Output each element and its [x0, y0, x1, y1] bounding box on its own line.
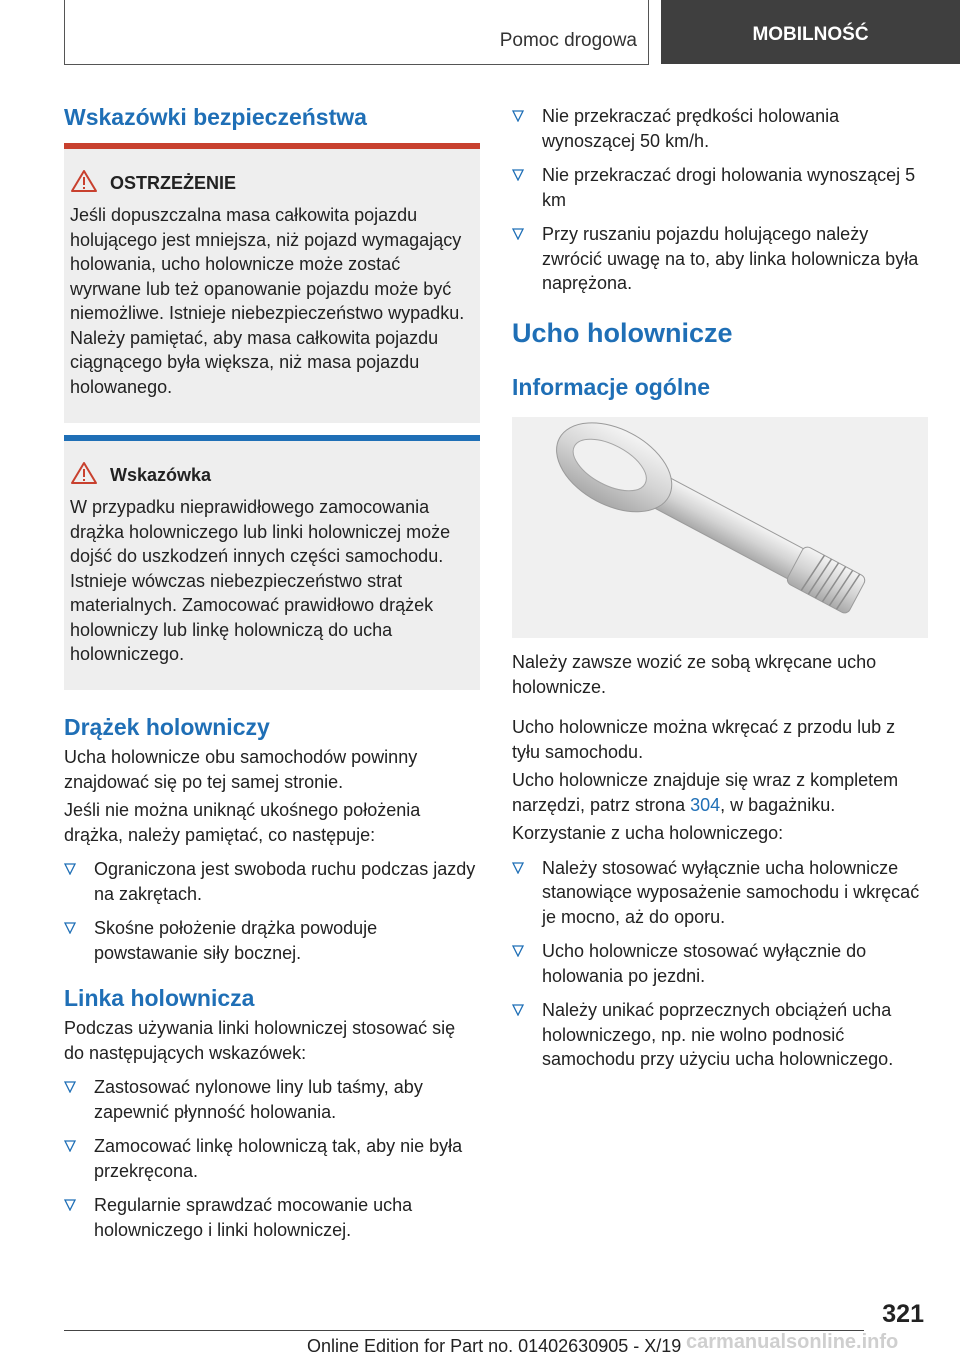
list-item: [64, 916, 480, 965]
tow-eye-section: [512, 650, 928, 1072]
towing-limits-list: [512, 104, 928, 296]
right-top-section: [512, 104, 928, 296]
bar-paragraph-1: Ucha holownicze obu samochodów powinny znajdować się po tej samej stronie.: [64, 747, 418, 792]
list-item: [64, 1134, 480, 1183]
bar-paragraph-2: Jeśli nie można uniknąć ukośnego położenia drążka, należy pamiętać, co następuje:: [64, 800, 421, 845]
header-section-title: Pomoc drogowa: [499, 30, 637, 51]
page-number: 321: [882, 1300, 924, 1328]
note-title: Wskazówka: [110, 465, 212, 485]
page-reference-link[interactable]: 304: [690, 794, 721, 815]
tow-eye-illustration: [512, 417, 928, 638]
list-item-text: Ucho holownicze stosować wyłącznie do holowania po jezdni.: [542, 941, 867, 986]
list-item-text: Ograniczona jest swoboda ruchu podczas jazdy na zakrętach.: [94, 859, 476, 904]
tow-eye-paragraph-2: Ucho holownicze można wkręcać z przodu lub z tyłu samochodu.: [512, 717, 896, 762]
tow-eye-paragraph-4: Korzystanie z ucha holowniczego:: [512, 823, 784, 843]
list-item: [512, 104, 928, 153]
list-item-text: Nie przekraczać drogi holowania wynoszącej 5 km: [542, 165, 916, 210]
safety-heading: Wskazówki bezpieczeństwa: [64, 104, 367, 130]
list-item: [512, 222, 928, 296]
header-rule-left: [64, 0, 65, 64]
note-triangle-icon: [70, 461, 98, 485]
warning-bar: [64, 143, 480, 149]
list-item-text: Zastosować nylonowe liny lub taśmy, aby zapewnić płynność holowania.: [94, 1077, 423, 1122]
bullet-triangle-icon: [64, 1081, 76, 1093]
bar-section: [64, 714, 480, 1242]
list-item: [64, 1193, 480, 1242]
paragraph-text: Ucho holownicze znajduje się wraz z kompletem narzędzi, patrz strona: [512, 770, 899, 815]
warning-triangle-icon: [70, 169, 98, 193]
bullet-triangle-icon: [512, 110, 524, 122]
list-item: [512, 163, 928, 212]
note-bar: [64, 435, 480, 441]
header-chapter-tab: MOBILNOŚĆ: [661, 0, 960, 64]
warning-text: Jeśli dopuszczalna masa całkowita pojazdu holującego jest mniejsza, niż pojazd wymagający holowania, ucho holownicze może zostać wyrwane lub też opanowanie pojazdu może być niemożliwe. Istnieje niebezpieczeństwo wypadku. Należy pamiętać, aby masa całkowita pojazdu ciągnącego była większa, niż masa pojazdu holowanego.: [70, 205, 465, 397]
bullet-triangle-icon: [64, 1140, 76, 1152]
note-text: W przypadku nieprawidłowego zamocowania drążka holowniczego lub linki holowniczej może dojść do uszkodzeń innych części samochodu. Istnieje wówczas niebezpieczeństwo strat materialnych. Zamocować prawidłowo drążek holowniczy lub linkę holowniczą do ucha holowniczego.: [70, 497, 451, 664]
bullet-triangle-icon: [64, 922, 76, 934]
paragraph-text: , w bagażniku.: [720, 794, 836, 815]
rope-heading: Linka holownicza: [64, 985, 255, 1011]
bullet-triangle-icon: [64, 863, 76, 875]
list-item: [512, 939, 928, 988]
bullet-triangle-icon: [512, 945, 524, 957]
list-item-text: Należy unikać poprzecznych obciążeń ucha holowniczego, np. nie wolno podnosić samochodu przy użyciu ucha holowniczego.: [542, 1000, 894, 1069]
list-item-text: Należy stosować wyłącznie ucha holownicze stanowiące wyposażenie samochodu i wkręcać je mocno, aż do oporu.: [542, 857, 920, 927]
bullet-triangle-icon: [64, 1199, 76, 1211]
rope-list: [64, 1075, 480, 1242]
tow-eye-paragraph-1: Należy zawsze wozić ze sobą wkręcane ucho holownicze.: [512, 652, 877, 697]
warning-box: [64, 143, 480, 423]
bullet-triangle-icon: [512, 169, 524, 181]
rope-paragraph-1: Podczas używania linki holowniczej stosować się do następujących wskazówek:: [64, 1018, 456, 1063]
bar-list: [64, 857, 480, 965]
tow-eye-paragraph-3: [512, 768, 928, 817]
list-item: [512, 856, 928, 930]
bar-heading: Drążek holowniczy: [64, 714, 270, 740]
warning-title: OSTRZEŻENIE: [110, 173, 237, 193]
edition-text: Online Edition for Part no. 01402630905 - X/19: [307, 1336, 682, 1356]
list-item: [64, 1075, 480, 1124]
list-item-text: Przy ruszaniu pojazdu holującego należy zwrócić uwagę na to, aby linka holownicza była naprężona.: [542, 224, 919, 293]
bullet-triangle-icon: [512, 862, 524, 874]
note-box: [64, 435, 480, 690]
list-item-text: Zamocować linkę holowniczą tak, aby nie była przekręcona.: [94, 1136, 463, 1181]
header-rule-mid: [648, 0, 649, 64]
watermark: carmanualsonline.info: [686, 1331, 899, 1353]
header-rule-bottom: [64, 64, 649, 65]
general-info-heading: Informacje ogólne: [512, 374, 711, 400]
list-item: [64, 857, 480, 906]
tow-eye-usage-list: [512, 856, 928, 1072]
list-item: [512, 998, 928, 1072]
tow-eye-heading: Ucho holownicze: [512, 318, 733, 348]
list-item-text: Skośne położenie drążka powoduje powstawanie siły bocznej.: [94, 918, 378, 963]
list-item-text: Regularnie sprawdzać mocowanie ucha holowniczego i linki holowniczej.: [94, 1195, 413, 1240]
list-item-text: Nie przekraczać prędkości holowania wynoszącej 50 km/h.: [542, 106, 840, 151]
bullet-triangle-icon: [512, 228, 524, 240]
bullet-triangle-icon: [512, 1004, 524, 1016]
tow-eye-figure: [512, 417, 928, 638]
